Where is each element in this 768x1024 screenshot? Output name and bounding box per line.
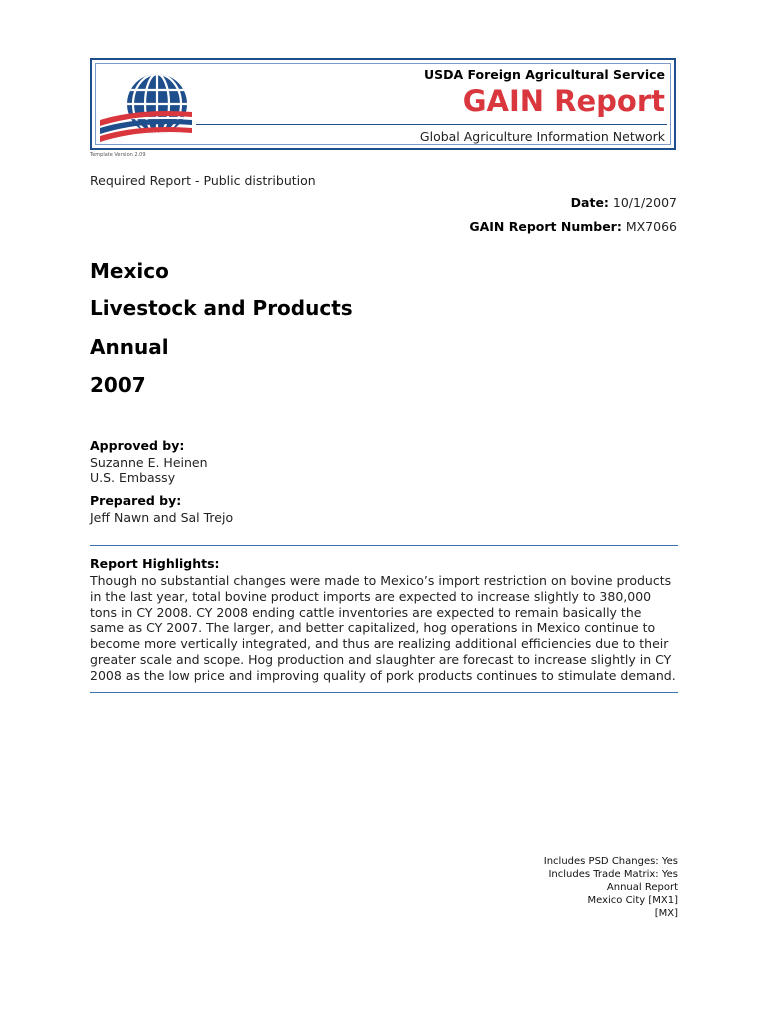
approved-by-name: Suzanne E. Heinen <box>90 455 208 470</box>
distribution-note: Required Report - Public distribution <box>90 173 316 188</box>
report-number-value: MX7066 <box>625 219 677 234</box>
agency-name: USDA Foreign Agricultural Service <box>423 67 665 82</box>
highlights-body <box>90 573 690 684</box>
highlights-top-rule <box>90 545 678 546</box>
report-date <box>571 195 677 210</box>
prepared-by-names: Jeff Nawn and Sal Trejo <box>90 510 234 525</box>
report-number-label: GAIN Report Number: <box>469 219 622 234</box>
header-inner-frame <box>95 63 671 145</box>
report-header <box>90 58 676 150</box>
post-location: Mexico City [MX1] <box>587 895 678 906</box>
highlights-line: greater scale and scope. Hog production and slaughter are forecast to increase slightly in CY <box>90 651 672 667</box>
highlights-line: tons in CY 2008. CY 2008 ending cattle inventories are expected to remain basically the <box>90 604 642 620</box>
highlights-line: become more vertically integrated, and thus are realizing additional efficiencies due to their <box>90 636 669 652</box>
report-number <box>469 219 677 234</box>
psd-changes: Includes PSD Changes: Yes <box>543 856 678 867</box>
country-code: [MX] <box>654 908 678 919</box>
trade-matrix: Includes Trade Matrix: Yes <box>548 869 678 880</box>
prepared-by-label: Prepared by: <box>90 493 182 508</box>
highlights-line: 2008 as the low price and improving quality of pork products continues to stimulate demand. <box>90 667 676 683</box>
network-name: Global Agriculture Information Network <box>419 129 665 144</box>
report-type: Annual Report <box>606 882 678 893</box>
highlights-line: Though no substantial changes were made to Mexico’s import restriction on bovine products <box>90 573 672 588</box>
report-meta <box>544 855 678 920</box>
gain-report-title: GAIN Report <box>462 84 665 118</box>
approved-by-label: Approved by: <box>90 438 185 453</box>
highlights-label: Report Highlights: <box>90 556 220 571</box>
approved-by-org: U.S. Embassy <box>90 470 176 485</box>
title-type: Annual <box>90 335 169 359</box>
highlights-line: same as CY 2007. The larger, and better capitalized, hog operations in Mexico continue to <box>90 620 656 636</box>
highlights-bottom-rule <box>90 692 678 693</box>
usda-globe-logo-icon <box>100 68 192 148</box>
header-divider <box>196 124 667 125</box>
template-version: Template Version 2.09 <box>90 152 146 158</box>
title-country: Mexico <box>90 259 169 283</box>
title-year: 2007 <box>90 373 146 397</box>
title-commodity: Livestock and Products <box>90 296 353 320</box>
highlights-line: in the last year, total bovine product imports are expected to increase slightly to 380,000 <box>90 588 652 604</box>
date-label: Date: <box>570 195 609 210</box>
date-value: 10/1/2007 <box>612 195 677 210</box>
